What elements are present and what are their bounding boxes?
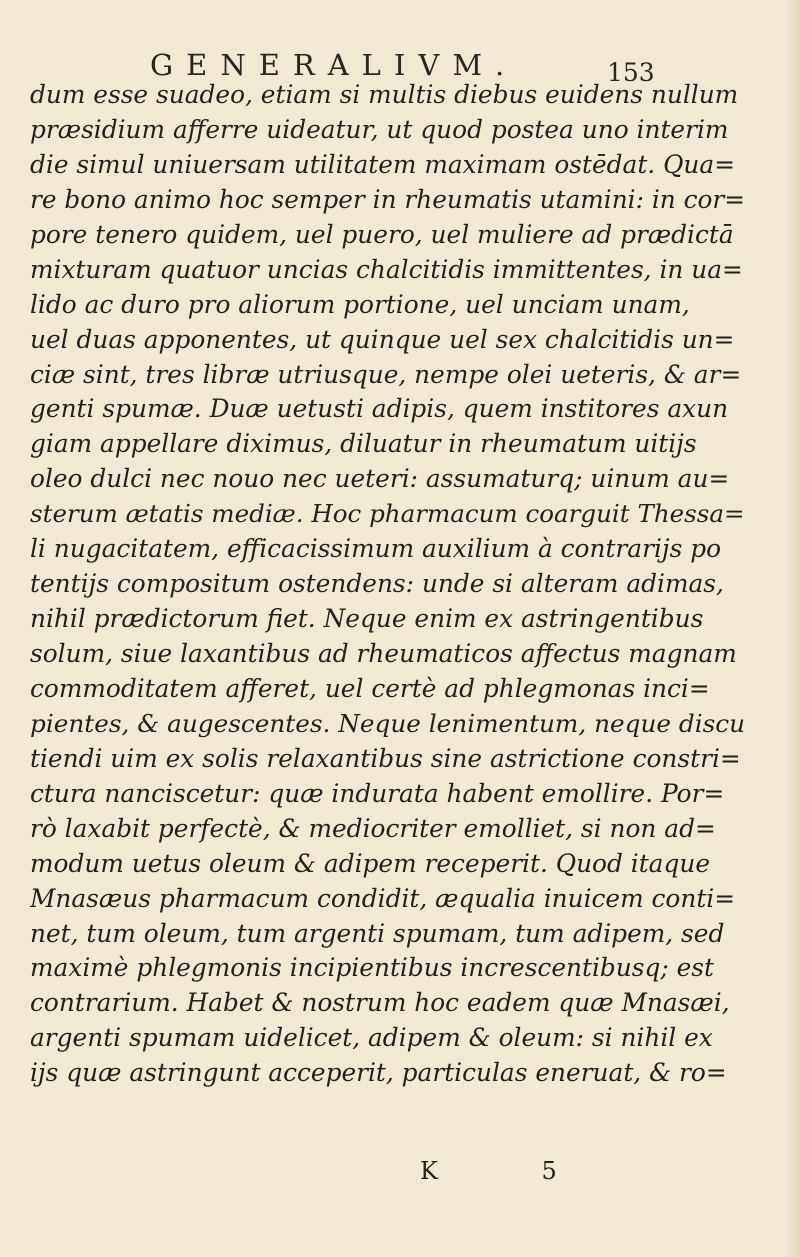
text-line: præsidium afferre uideatur, ut quod postea uno interim (30, 114, 729, 144)
running-head: GENERALIVM. (150, 48, 518, 82)
text-line: ijs quæ astringunt acceperit, particulas eneruat, & ro= (30, 1058, 727, 1088)
text-line: nihil prædictorum fiet. Neque enim ex astringentibus (30, 604, 704, 634)
text-line: ciæ sint, tres libræ utriusque, nempe olei ueteris, & ar= (30, 359, 742, 389)
text-line: giam appellare diximus, diluatur in rheumatum uitijs (30, 429, 697, 459)
page-edge (786, 0, 800, 1257)
text-line: uel duas apponentes, ut quinque uel sex chalcitidis un= (30, 324, 735, 354)
text-line: maximè phlegmonis incipientibus increscentibusq; est (30, 953, 715, 983)
text-line: net, tum oleum, tum argenti spumam, tum adipem, sed (30, 918, 725, 948)
text-line: Mnasæus pharmacum condidit, æqualia inuicem conti= (30, 883, 736, 913)
text-line: re bono animo hoc semper in rheumatis utamini: in cor= (30, 184, 746, 214)
text-line: contrarium. Habet & nostrum hoc eadem quæ Mnasæi, (30, 988, 730, 1018)
text-line: argenti spumam uidelicet, adipem & oleum: si nihil ex (30, 1023, 713, 1053)
text-line: pore tenero quidem, uel puero, uel muliere ad prædictā (30, 219, 734, 249)
text-line: commoditatem afferet, uel certè ad phlegmonas inci= (30, 673, 710, 703)
text-line: rò laxabit perfectè, & mediocriter emolliet, si non ad= (30, 813, 716, 843)
text-line: dum esse suadeo, etiam si multis diebus euidens nullum (30, 80, 739, 109)
page-number: 153 (607, 58, 655, 87)
text-line: lido ac duro pro aliorum portione, uel unciam unam, (30, 289, 690, 319)
text-line: li nugacitatem, efficacissimum auxilium à contrarijs po (30, 534, 722, 564)
text-line: solum, siue laxantibus ad rheumaticos affectus magnam (30, 639, 737, 668)
text-line: die simul uniuersam utilitatem maximam ostēdat. Qua= (30, 149, 735, 179)
text-line: ctura nanciscetur: quæ indurata habent emollire. Por= (30, 778, 725, 808)
signature-mark: K 5 (420, 1157, 605, 1185)
text-line: tentijs compositum ostendens: unde si alteram adimas, (30, 569, 724, 599)
text-line: oleo dulci nec nouo nec ueteri: assumaturq; uinum au= (30, 464, 730, 494)
text-line: sterum ætatis mediæ. Hoc pharmacum coarguit Thessa= (30, 499, 745, 529)
text-line: tiendi uim ex solis relaxantibus sine astrictione constri= (30, 743, 741, 773)
text-line: modum uetus oleum & adipem receperit. Quod itaque (30, 848, 711, 878)
body-text (30, 78, 750, 1091)
text-line: mixturam quatuor uncias chalcitidis immittentes, in ua= (30, 254, 743, 284)
text-line: pientes, & augescentes. Neque lenimentum, neque discu (30, 708, 746, 738)
text-line: genti spumæ. Duæ uetusti adipis, quem institores axun (30, 394, 729, 424)
